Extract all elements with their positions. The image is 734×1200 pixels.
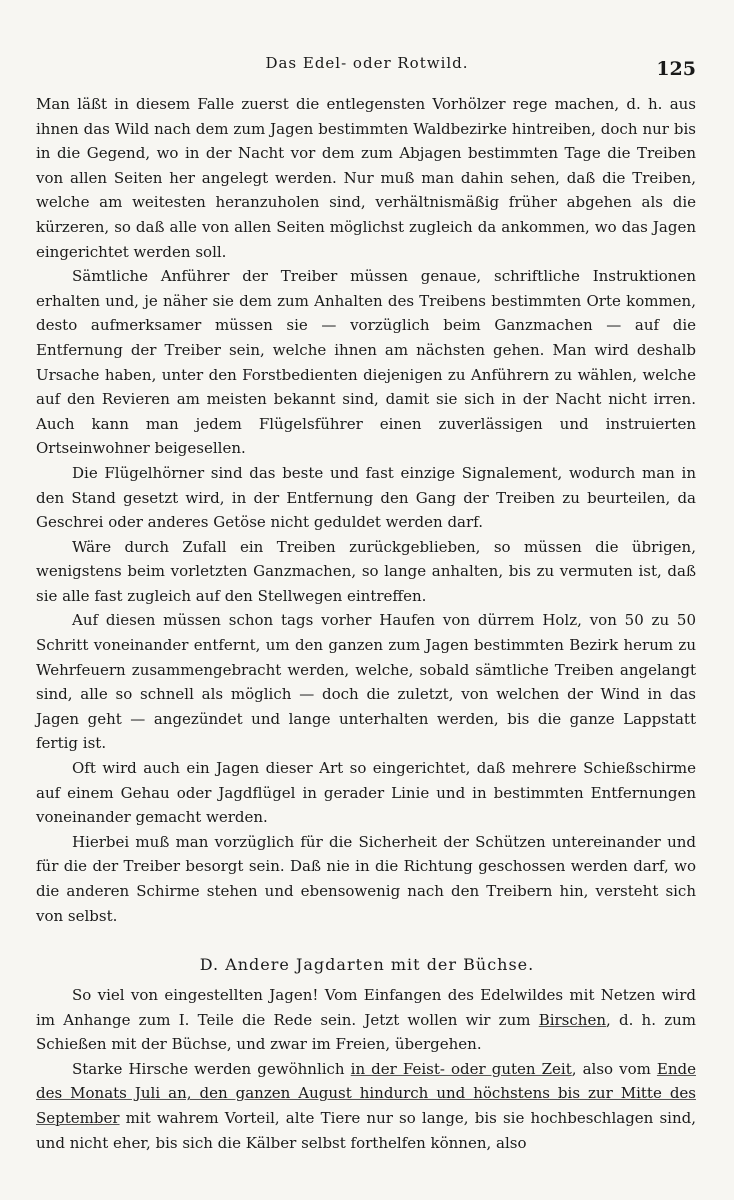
paragraph: Auf diesen müssen schon tags vorher Haufen von dürrem Holz, von 50 zu 50 Schritt voneinander entfernt, um den ganzen zum Jagen bestimmten Bezirk herum zu Wehrfeuern zusammengebracht werden, welche, sobald sämtliche Treiben angelangt sind, alle so schnell als möglich — doch die zuletzt, von welchen der Wind in das Jagen geht — angezündet und lange unterhalten werden, bis die ganze Lappstatt fertig ist. [36,611,696,753]
underlined-phrase: Ende des Monats Juli an, den ganzen August hindurch und höchstens bis zur Mitte des September [36,1059,696,1127]
text-run: So viel von eingestellten Jagen! Vom Einfangen des Edelwildes mit Netzen wird im Anhange zum I. Teile die Rede sein. Jetzt wollen wir zum [36,986,696,1029]
underlined-term: Birschen [538,1010,606,1029]
body-text [36,92,696,928]
section-text [36,983,696,1155]
paragraph: Man läßt in diesem Falle zuerst die entlegensten Vorhölzer rege machen, d. h. aus ihnen das Wild nach dem zum Jagen bestimmten Waldbezirke hintreiben, doch nur bis in die Gegend, wo in der Nacht vor dem zum Abjagen bestimmten Tage die Treiben von allen Seiten her angelegt werden. Nur muß man dahin sehen, daß die Treiben, welche am weitesten heranzuholen sind, verhältnismäßig früher abgehen als die kürzeren, so daß alle von allen Seiten möglichst zugleich da ankommen, wo das Jagen eingerichtet werden soll. [36,95,696,261]
paragraph: Die Flügelhörner sind das beste und fast einzige Signalement, wodurch man in den Stand gesetzt wird, in der Entfernung den Gang der Treiben zu beurteilen, da Geschrei oder anderes Getöse nicht geduldet werden darf. [36,463,696,532]
paragraph: Oft wird auch ein Jagen dieser Art so eingerichtet, daß mehrere Schießschirme auf einem Gehau oder Jagdflügel in gerader Linie und in bestimmten Entfernungen voneinander gemacht werden. [36,759,696,827]
running-head: Das Edel- oder Rotwild. [265,54,469,72]
paragraph: Sämtliche Anführer der Treiber müssen genaue, schriftliche Instruktionen erhalten und, je näher sie dem zum Anhalten des Treibens bestimmten Orte kommen, desto aufmerksamer müssen sie — vorzüglich beim Ganzmachen — auf die Entfernung der Treiber sein, welche ihnen am nächsten gehen. Man wird deshalb Ursache haben, unter den Forstbedienten diejenigen zu Anführern zu wählen, welche auf den Revieren am meisten bekannt sind, damit sie sich in der Nacht nicht irren. Auch kann man jedem Flügelsführer einen zuverlässigen und instruierten Ortseinwohner beigesellen. [36,267,696,458]
text-run: Starke Hirsche werden gewöhnlich [72,1059,351,1078]
page-number: 125 [656,58,696,80]
section-heading: D. Andere Jagdarten mit der Büchse. [199,955,535,974]
underlined-phrase: in der Feist- oder guten Zeit [350,1059,572,1078]
paragraph [36,983,696,1057]
paragraph [36,1057,696,1155]
text-run: , d. h. zum Schießen mit der Büchse, und zwar im Freien, übergehen. [36,1010,696,1054]
paragraph: Wäre durch Zufall ein Treiben zurückgeblieben, so müssen die übrigen, wenigstens beim vorletzten Ganzmachen, so lange anhalten, bis zu vermuten ist, daß sie alle fast zugleich auf den Stellwegen eintreffen. [36,537,696,605]
text-run: mit wahrem Vorteil, alte Tiere nur so lange, bis sie hochbeschlagen sind, und nicht eher, bis sich die Kälber selbst forthelfen können, also [36,1108,696,1152]
paragraph: Hierbei muß man vorzüglich für die Sicherheit der Schützen untereinander und für die der Treiber besorgt sein. Daß nie in die Richtung geschossen werden darf, wo die anderen Schirme stehen und ebensowenig nach den Treibern hin, versteht sich von selbst. [36,832,696,925]
text-run: , also vom [571,1059,657,1078]
